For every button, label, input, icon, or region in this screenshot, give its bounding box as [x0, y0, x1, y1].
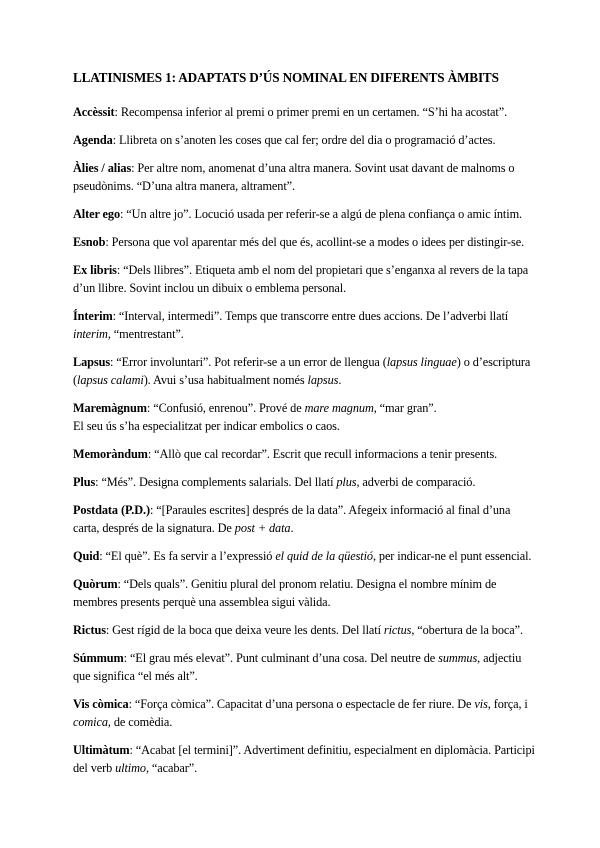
entry-definition: , “mar gran”.	[373, 401, 437, 415]
entry-definition: : Recompensa inferior al premi o primer premi en un certamen. “S’hi ha acostat”.	[114, 105, 508, 119]
entry-definition: : “Allò que cal recordar”. Escrit que recull informacions a tenir presents.	[147, 447, 498, 461]
entry-note: El seu ús s’ha especialitzat per indicar embolics o caos.	[73, 419, 340, 433]
latin-word: lapsus	[307, 373, 339, 387]
entry-definition: : “Acabat [el termini]”. Advertiment definitiu, especialment en diplomàcia. Participi del verb	[73, 743, 535, 775]
entry-term: Memoràndum	[73, 447, 148, 461]
entry-term: Àlies / alias	[73, 161, 132, 175]
glossary-entry	[73, 547, 535, 565]
entry-definition: , adverbi de comparació.	[356, 475, 476, 489]
entry-term: Ínterim	[73, 309, 113, 323]
latin-word: lapsus calami	[77, 373, 144, 387]
glossary-entry	[73, 695, 535, 731]
entry-definition: : Gest rígid de la boca que deixa veure les dents. Del llatí	[105, 623, 384, 637]
glossary-entry	[73, 233, 535, 251]
entry-definition: : “Un altre jo”. Locució usada per referir-se a algú de plena confiança o amic íntim.	[120, 207, 523, 221]
latin-word: plus	[336, 475, 357, 489]
entry-term: Maremàgnum	[73, 401, 147, 415]
glossary-entry	[73, 445, 535, 463]
entry-definition: .	[290, 521, 294, 535]
glossary-entry	[73, 649, 535, 685]
entry-definition: : “Dels llibres”. Etiqueta amb el nom del propietari que s’enganxa al revers de la tapa d’un llibre. Sovint inclou un dibuix o emblema personal.	[73, 263, 529, 295]
entry-term: Rictus	[73, 623, 106, 637]
glossary-entry	[73, 621, 535, 639]
latin-word: comica	[73, 715, 108, 729]
glossary-entry	[73, 205, 535, 223]
entry-definition: : “Confusió, enrenou”. Prové de	[146, 401, 305, 415]
glossary-entry	[73, 307, 535, 343]
entry-definition: ). Avui s’usa habitualment només	[143, 373, 308, 387]
entry-term: Quòrum	[73, 577, 118, 591]
glossary-list	[73, 103, 535, 787]
glossary-entry	[73, 399, 535, 435]
entry-definition: : Persona que vol aparentar més del que és, acollint-se a modes o idees per distingir-se.	[105, 235, 525, 249]
entry-definition: : “[Paraules escrites] després de la data”. Afegeix informació al final d’una carta, després de la signatura. De	[73, 503, 511, 535]
entry-term: Lapsus	[73, 355, 110, 369]
latin-word: interim	[73, 327, 108, 341]
entry-definition: , “acabar”.	[145, 761, 198, 775]
latin-word: vis	[474, 697, 488, 711]
glossary-entry	[73, 575, 535, 611]
latin-word: el quid de la qüestió	[275, 549, 373, 563]
entry-definition: , “mentrestant”.	[107, 327, 184, 341]
entry-definition: : “Interval, intermedi”. Temps que transcorre entre dues accions. De l’adverbi llatí	[112, 309, 509, 323]
entry-definition: : Llibreta on s’anoten les coses que cal fer; ordre del dia o programació d’actes.	[112, 133, 496, 147]
entry-term: Súmmum	[73, 651, 124, 665]
entry-term: Esnob	[73, 235, 106, 249]
entry-definition: .	[338, 373, 342, 387]
glossary-entry	[73, 473, 535, 491]
entry-term: Alter ego	[73, 207, 121, 221]
entry-term: Postdata (P.D.)	[73, 503, 150, 517]
glossary-entry	[73, 103, 535, 121]
glossary-entry	[73, 501, 535, 537]
entry-definition: : “El grau més elevat”. Punt culminant d’una cosa. Del neutre de	[123, 651, 439, 665]
entry-definition: ) o d’escriptura (	[73, 355, 531, 387]
entry-definition: : “Més”. Designa complements salarials. Del llatí	[95, 475, 337, 489]
entry-definition: : Per altre nom, anomenat d’una altra manera. Sovint usat davant de malnoms o pseudònims. “D’una altra manera, altrament”.	[73, 161, 515, 193]
latin-word: rictus	[383, 623, 412, 637]
entry-definition: , adjectiu que significa “el més alt”.	[73, 651, 522, 683]
entry-term: Agenda	[73, 133, 113, 147]
glossary-entry	[73, 741, 535, 777]
entry-term: Vis còmica	[73, 697, 129, 711]
entry-term: Ex libris	[73, 263, 117, 277]
glossary-entry	[73, 261, 535, 297]
entry-definition: , de comèdia.	[107, 715, 173, 729]
glossary-entry	[73, 131, 535, 149]
entry-definition: : “Força còmica”. Capacitat d’una persona o espectacle de fer riure. De	[128, 697, 475, 711]
latin-word: summus	[438, 651, 478, 665]
entry-definition: , per indicar-ne el punt essencial.	[372, 549, 532, 563]
glossary-entry	[73, 353, 535, 389]
entry-definition: : “Error involuntari”. Pot referir-se a un error de llengua (	[110, 355, 387, 369]
entry-term: Quid	[73, 549, 100, 563]
entry-definition: : “Dels quals”. Genitiu plural del pronom relatiu. Designa el nombre mínim de membres presents perquè una assemblea sigui vàlida.	[73, 577, 497, 609]
entry-term: Accèssit	[73, 105, 115, 119]
entry-term: Plus	[73, 475, 96, 489]
latin-word: ultimo	[115, 761, 146, 775]
latin-word: lapsus linguae	[386, 355, 457, 369]
latin-word: post + data	[234, 521, 291, 535]
entry-definition: , “obertura de la boca”.	[411, 623, 523, 637]
entry-definition: , força, i	[487, 697, 528, 711]
glossary-entry	[73, 159, 535, 195]
page-title: LLATINISMES 1: ADAPTATS D’ÚS NOMINAL EN DIFERENTS ÀMBITS	[73, 70, 499, 85]
entry-term: Ultimàtum	[73, 743, 130, 757]
latin-word: mare magnum	[304, 401, 374, 415]
entry-definition: : “El què”. Es fa servir a l’expressió	[99, 549, 276, 563]
